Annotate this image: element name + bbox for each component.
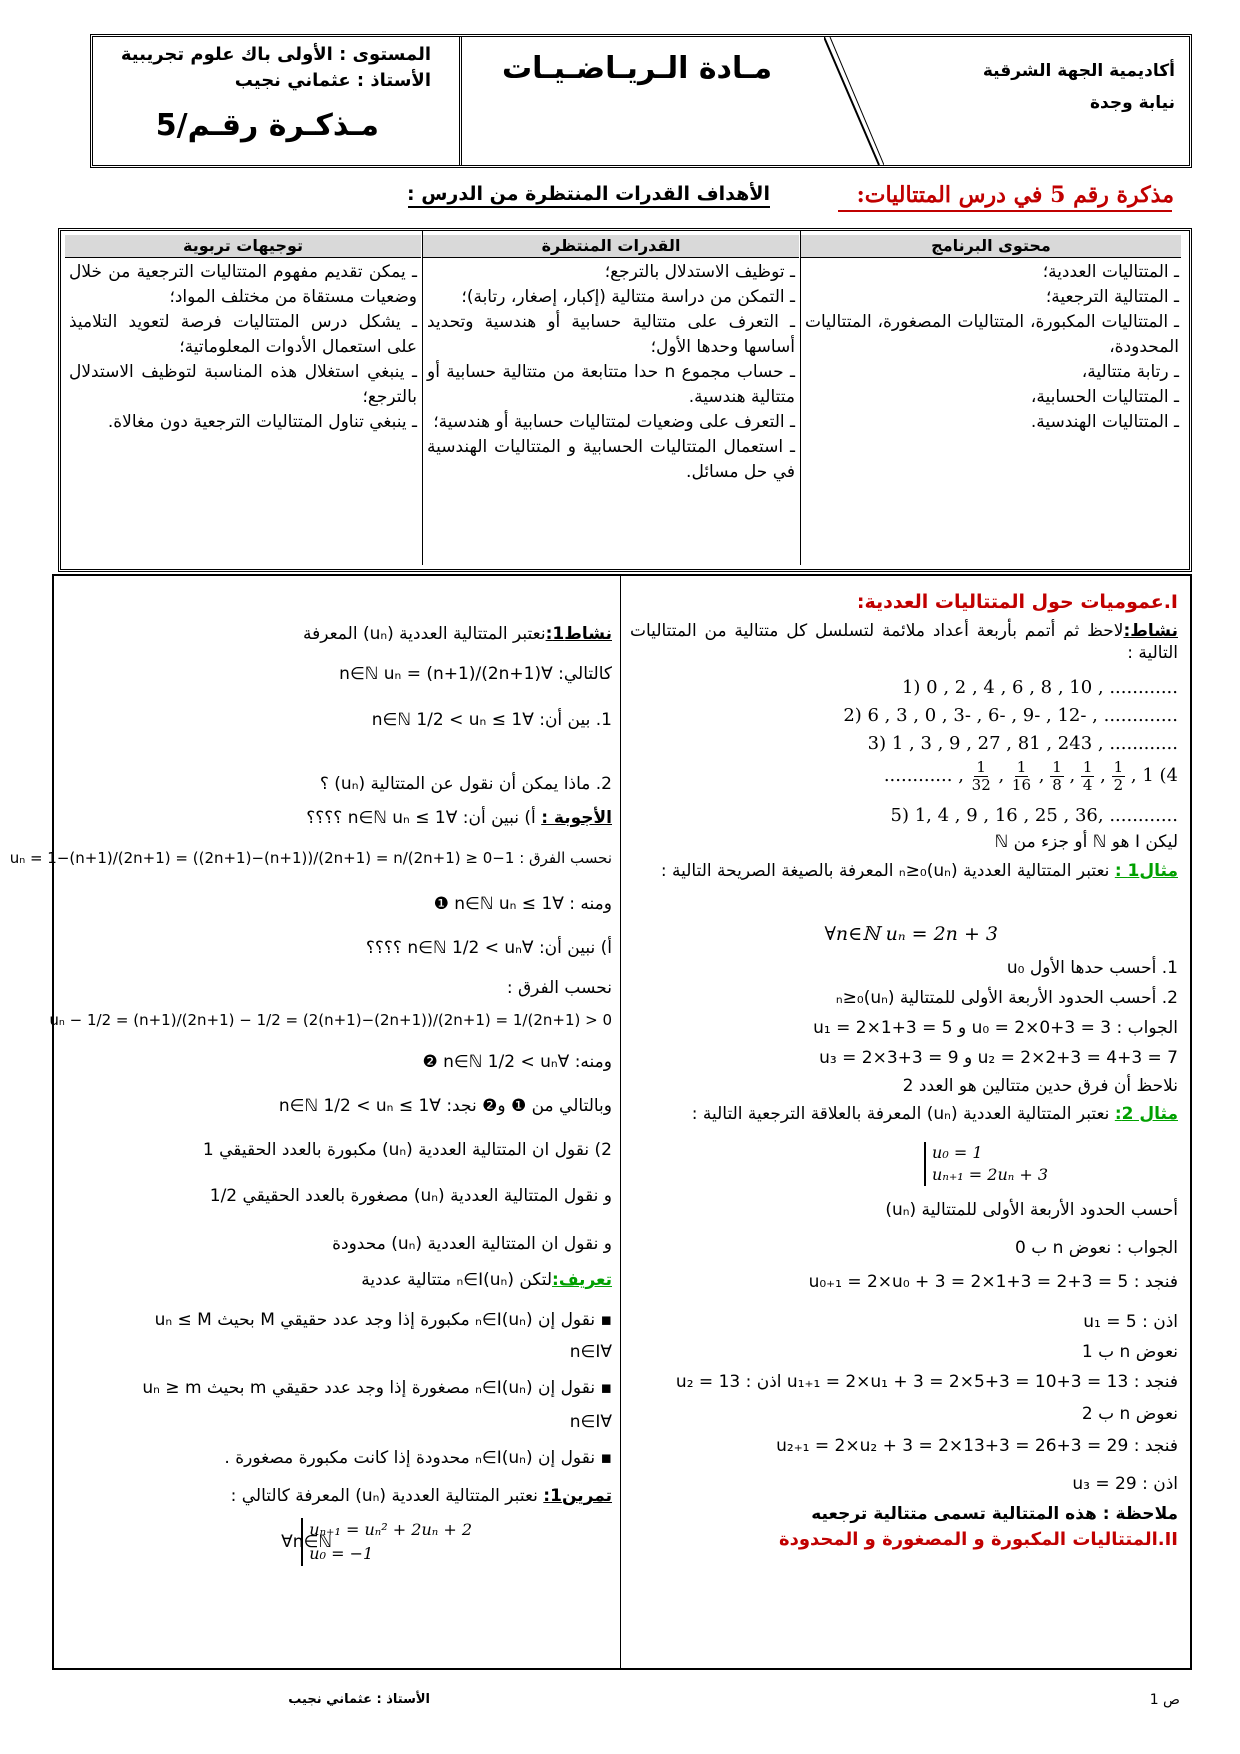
table-divider-1 xyxy=(422,231,423,565)
subject-title: مـادة الـريـاضـيـات xyxy=(502,51,773,86)
program-item: ـ المتتاليات المكبورة، المتتاليات المصغورة، المتتاليات المحدودة، xyxy=(805,312,1179,357)
property-3: و نقول ان المتتالية العددية (uₙ) محدودة xyxy=(332,1234,612,1254)
bullet-1-forall: ∀n∈I xyxy=(569,1342,612,1362)
program-item: ـ رتابة متتالية، xyxy=(1081,362,1179,382)
academy-text: أكاديمية الجهة الشرقية xyxy=(982,61,1175,81)
section2-title: II.المتتاليات المكبورة و المصغورة و المحدودة xyxy=(778,1529,1178,1550)
exercise-label: تمرين1: xyxy=(543,1486,612,1506)
guidance-item: ـ ينبغي استغلال هذه المناسبة لتوظيف الاستدلال بالترجع؛ xyxy=(69,362,417,407)
answer-a1: أ) نبين أن: ∀n∈ℕ uₙ ≤ 1 ؟؟؟؟ xyxy=(306,808,536,828)
calc-label: نحسب الفرق : xyxy=(506,978,612,998)
question-1: 1. بين أن: ∀n∈ℕ 1/2 < uₙ ≤ 1 xyxy=(371,710,612,730)
table-divider-2 xyxy=(800,231,801,565)
header-diagonal xyxy=(824,37,884,165)
guidance-item: ـ ينبغي تناول المتتاليات الترجعية دون مغالاة. xyxy=(107,412,417,432)
sequence-3: 3) 1 , 3 , 9 , 27 , 81 , 243 , ............ xyxy=(867,733,1178,754)
answer-a2: أ) نبين أن: ∀n∈ℕ 1/2 < uₙ ؟؟؟؟ xyxy=(365,938,612,958)
exercise-recurrence: uₙ₊₁ = uₙ² + 2uₙ + 2 xyxy=(309,1520,472,1539)
property-1: 2) نقول ان المتتالية العددية (uₙ) مكبورة بالعدد الحقيقي 1 xyxy=(202,1140,612,1160)
column-divider xyxy=(620,574,621,1668)
let-i-text: ليكن I هو ℕ أو جزء من ℕ xyxy=(994,832,1178,852)
program-item: ـ المتتالية الترجعية؛ xyxy=(1045,287,1179,307)
memo-title-underline xyxy=(838,210,1172,212)
abilities-header: القدرات المنتظرة xyxy=(423,235,799,258)
property-2: و نقول المتتالية العددية (uₙ) مصغورة بالعدد الحقيقي 1/2 xyxy=(209,1186,612,1206)
conclusion-3: وبالتالي من ❶ و❷ نجد: ∀n∈ℕ 1/2 < uₙ ≤ 1 xyxy=(278,1096,612,1116)
program-item: ـ المتتاليات الهندسية. xyxy=(1030,412,1179,432)
answer-start: الجواب : نعوض n ب 0 xyxy=(1014,1238,1178,1258)
calc-line-2: اذن : u₁ = 5 xyxy=(1083,1312,1178,1332)
conclusion-1: ومنه : ∀n∈ℕ uₙ ≤ 1 ❶ xyxy=(433,894,612,914)
difference-2: uₙ − 1/2 = (n+1)/(2n+1) − 1/2 = (2(n+1)−(2n+1))/(2n+1) = 1/(2n+1) > 0 xyxy=(49,1011,612,1029)
sequence-2: 2) 6 , 3 , 0 , 3- , 6- , 9- , 12- , ............. xyxy=(843,705,1178,726)
left-column xyxy=(9,586,612,1656)
example1-note: نلاحظ أن فرق حدين متتالين هو العدد 2 xyxy=(902,1076,1178,1096)
memo-title: مذكرة رقم 5 في درس المتتاليات: xyxy=(856,182,1174,208)
example1-label: مثال1 : xyxy=(1114,861,1178,881)
exercise-line xyxy=(231,1486,612,1506)
seq4-tail: ............ xyxy=(883,765,953,786)
question-2: 2. ماذا يمكن أن نقول عن المتتالية (uₙ) ؟ xyxy=(319,774,612,794)
program-header: محتوى البرنامج xyxy=(801,235,1181,258)
memo-number: مـذكـرة رقـم/5 xyxy=(155,108,379,143)
ability-item: ـ توظيف الاستدلال بالترجع؛ xyxy=(604,262,795,282)
calc-line-7: اذن : u₃ = 29 xyxy=(1072,1474,1178,1494)
bullet-2-text: نقول إن (uₙ)ₙ∈I مصغورة إذا وجد عدد حقيقي m بحيث uₙ ≥ m xyxy=(142,1378,596,1398)
activity-paragraph xyxy=(630,620,1178,664)
example2-system xyxy=(924,1142,1048,1186)
bullet-bounded-below: ▪ نقول إن (uₙ)ₙ∈I مصغورة إذا وجد عدد حقيقي m بحيث uₙ ≥ m xyxy=(142,1378,612,1398)
footer-page: ص 1 xyxy=(1149,1692,1180,1708)
ability-item: ـ استعمال المتتاليات الحسابية و المتتاليات الهندسية في حل مسائل. xyxy=(427,437,795,482)
exercise-forall: ∀n∈ℕ xyxy=(281,1532,332,1552)
exercise-system xyxy=(301,1518,472,1566)
program-item: ـ المتتاليات الحسابية، xyxy=(1030,387,1179,407)
sequence-4: ............ , $\frac{1}{32}$ , $\frac{1}{16}$ , $\frac{1}{8}$ , $\frac{1}{4}$ , $\frac{1}{2}$ , 1 (4 xyxy=(883,757,1178,794)
remark-text: ملاحظة : هذه المتتالية تسمى متتالية ترجعيه xyxy=(811,1504,1178,1524)
answers-label: الأجوبة : xyxy=(541,808,612,828)
exercise-init: u₀ = −1 xyxy=(309,1544,374,1563)
example1-question2: 2. أحسب الحدود الأربعة الأولى للمتتالية (uₙ)ₙ≥₀ xyxy=(835,988,1178,1008)
header-level-cell xyxy=(93,37,462,165)
example1-answer2: u₂ = 2×2+3 = 4+3 = 7 و u₃ = 2×3+3 = 9 xyxy=(819,1048,1178,1068)
example1-formula: ∀n∈ℕ uₙ = 2n + 3 xyxy=(824,923,998,945)
sequence-5: 5) 1, 4 , 9 , 16 , 25 , 36, ............ xyxy=(890,805,1178,826)
ability-item: ـ حساب مجموع n حدا متتابعة من متتالية حسابية أو متتالية هندسية. xyxy=(427,362,796,407)
example2-init: u₀ = 1 xyxy=(932,1143,983,1162)
objectives-table xyxy=(58,228,1192,572)
bullet-1-text: نقول إن (uₙ)ₙ∈I مكبورة إذا وجد عدد حقيقي M بحيث uₙ ≤ M xyxy=(154,1310,596,1330)
ability-item: ـ التعرف على متتالية حسابية أو هندسية وتحديد أساسها وحدها الأول؛ xyxy=(427,312,795,357)
sequence-1: 1) 0 , 2 , 4 , 6 , 8 , 10 , ............ xyxy=(901,677,1178,698)
calc-line-1: فنجد : u₀₊₁ = 2×u₀ + 3 = 2×1+3 = 2+3 = 5 xyxy=(808,1272,1178,1292)
definition-line xyxy=(361,1270,612,1290)
footer-teacher: الأستاذ : عثماني نجيب xyxy=(288,1692,430,1707)
activity1-line xyxy=(303,624,612,644)
ability-item: ـ التعرف على وضعيات لمتتاليات حسابية أو هندسية؛ xyxy=(433,412,795,432)
abilities-list xyxy=(427,260,795,485)
delegation-text: نيابة وجدة xyxy=(1090,93,1175,113)
activity1-label: نشاط1: xyxy=(545,624,612,644)
example1-question1: 1. أحسب حدها الأول u₀ xyxy=(1006,958,1178,978)
example1-paragraph xyxy=(630,856,1178,886)
example2-text: نعتبر المتتالية العددية (uₙ) المعرفة بالعلاقة الترجعية التالية : xyxy=(691,1104,1110,1124)
ability-item: ـ التمكن من دراسة متتالية (إكبار، إصغار، رتابة)؛ xyxy=(461,287,795,307)
section1-title: I.عموميات حول المتتاليات العددية: xyxy=(856,591,1178,613)
program-item: ـ المتتاليات العددية؛ xyxy=(1042,262,1179,282)
activity-text: لاحظ ثم أتمم بأربعة أعداد ملائمة لتسلسل كل متتالية من المتتاليات التالية : xyxy=(630,621,1178,663)
answers-line xyxy=(306,808,612,828)
conclusion-2: ومنه: ∀n∈ℕ 1/2 < uₙ ❷ xyxy=(422,1052,612,1072)
guidance-item: ـ يشكل درس المتتاليات فرصة لتعويد التلاميذ على استعمال الأدوات المعلوماتية؛ xyxy=(69,312,417,357)
activity1-definition: كالتالي: ∀n∈ℕ uₙ = (n+1)/(2n+1) xyxy=(339,664,612,684)
definition-text: لتكن (uₙ)ₙ∈I متتالية عددية xyxy=(361,1270,553,1290)
example2-recurrence: uₙ₊₁ = 2uₙ + 3 xyxy=(932,1165,1048,1184)
objectives-underline xyxy=(408,206,770,208)
guidance-list xyxy=(69,260,417,435)
guidance-item: ـ يمكن تقديم مفهوم المتتاليات الترجعية من خلال وضعيات مستقاة من مختلف المواد؛ xyxy=(69,262,417,307)
bullet-bounded: ▪ نقول إن (uₙ)ₙ∈I محدودة إذا كانت مكبورة مصغورة . xyxy=(224,1448,612,1468)
difference-1: نحسب الفرق : 1−uₙ = 1−(n+1)/(2n+1) = ((2n+1)−(n+1))/(2n+1) = n/(2n+1) ≥ 0 xyxy=(9,849,612,867)
calc-line-3: نعوض n ب 1 xyxy=(1081,1342,1178,1362)
calc-line-5: نعوض n ب 2 xyxy=(1081,1404,1178,1424)
definition-label: تعريف: xyxy=(552,1270,612,1290)
exercise-text: نعتبر المتتالية العددية (uₙ) المعرفة كالتالي : xyxy=(230,1486,538,1506)
bullet-bounded-above: ▪ نقول إن (uₙ)ₙ∈I مكبورة إذا وجد عدد حقيقي M بحيث uₙ ≤ M xyxy=(154,1310,612,1330)
bullet-3-text: نقول إن (uₙ)ₙ∈I محدودة إذا كانت مكبورة مصغورة . xyxy=(224,1448,596,1468)
example1-answer1: الجواب : u₀ = 2×0+3 = 3 و u₁ = 2×1+3 = 5 xyxy=(813,1018,1178,1038)
right-column xyxy=(630,586,1178,1656)
header-subject-cell xyxy=(462,37,824,165)
example1-text: نعتبر المتتالية العددية (uₙ)ₙ≥₀ المعرفة بالصيغة الصريحة التالية : xyxy=(660,861,1110,881)
objectives-title: الأهداف القدرات المنتظرة من الدرس : xyxy=(407,183,770,205)
level-text: المستوى : الأولى باك علوم تجريبية xyxy=(120,44,431,65)
example2-label: مثال 2: xyxy=(1114,1104,1178,1124)
header-academy-cell xyxy=(888,37,1189,165)
calc-line-6: فنجد : u₂₊₁ = 2×u₂ + 3 = 2×13+3 = 26+3 = 29 xyxy=(776,1436,1178,1456)
teacher-text: الأستاذ : عثماني نجيب xyxy=(234,70,431,91)
guidance-header: توجيهات تربوية xyxy=(65,235,421,258)
header-box xyxy=(90,34,1192,168)
calc-line-4: فنجد : u₁₊₁ = 2×u₁ + 3 = 2×5+3 = 10+3 = 13 اذن : u₂ = 13 xyxy=(675,1372,1178,1392)
activity1-text: نعتبر المتتالية العددية (uₙ) المعرفة xyxy=(302,624,546,644)
activity-label: نشاط: xyxy=(1123,621,1178,641)
example2-question: أحسب الحدود الأربعة الأولى للمتتالية (uₙ) xyxy=(885,1200,1178,1220)
program-list xyxy=(805,260,1179,435)
bullet-2-forall: ∀n∈I xyxy=(569,1412,612,1432)
example2-line xyxy=(692,1104,1178,1124)
